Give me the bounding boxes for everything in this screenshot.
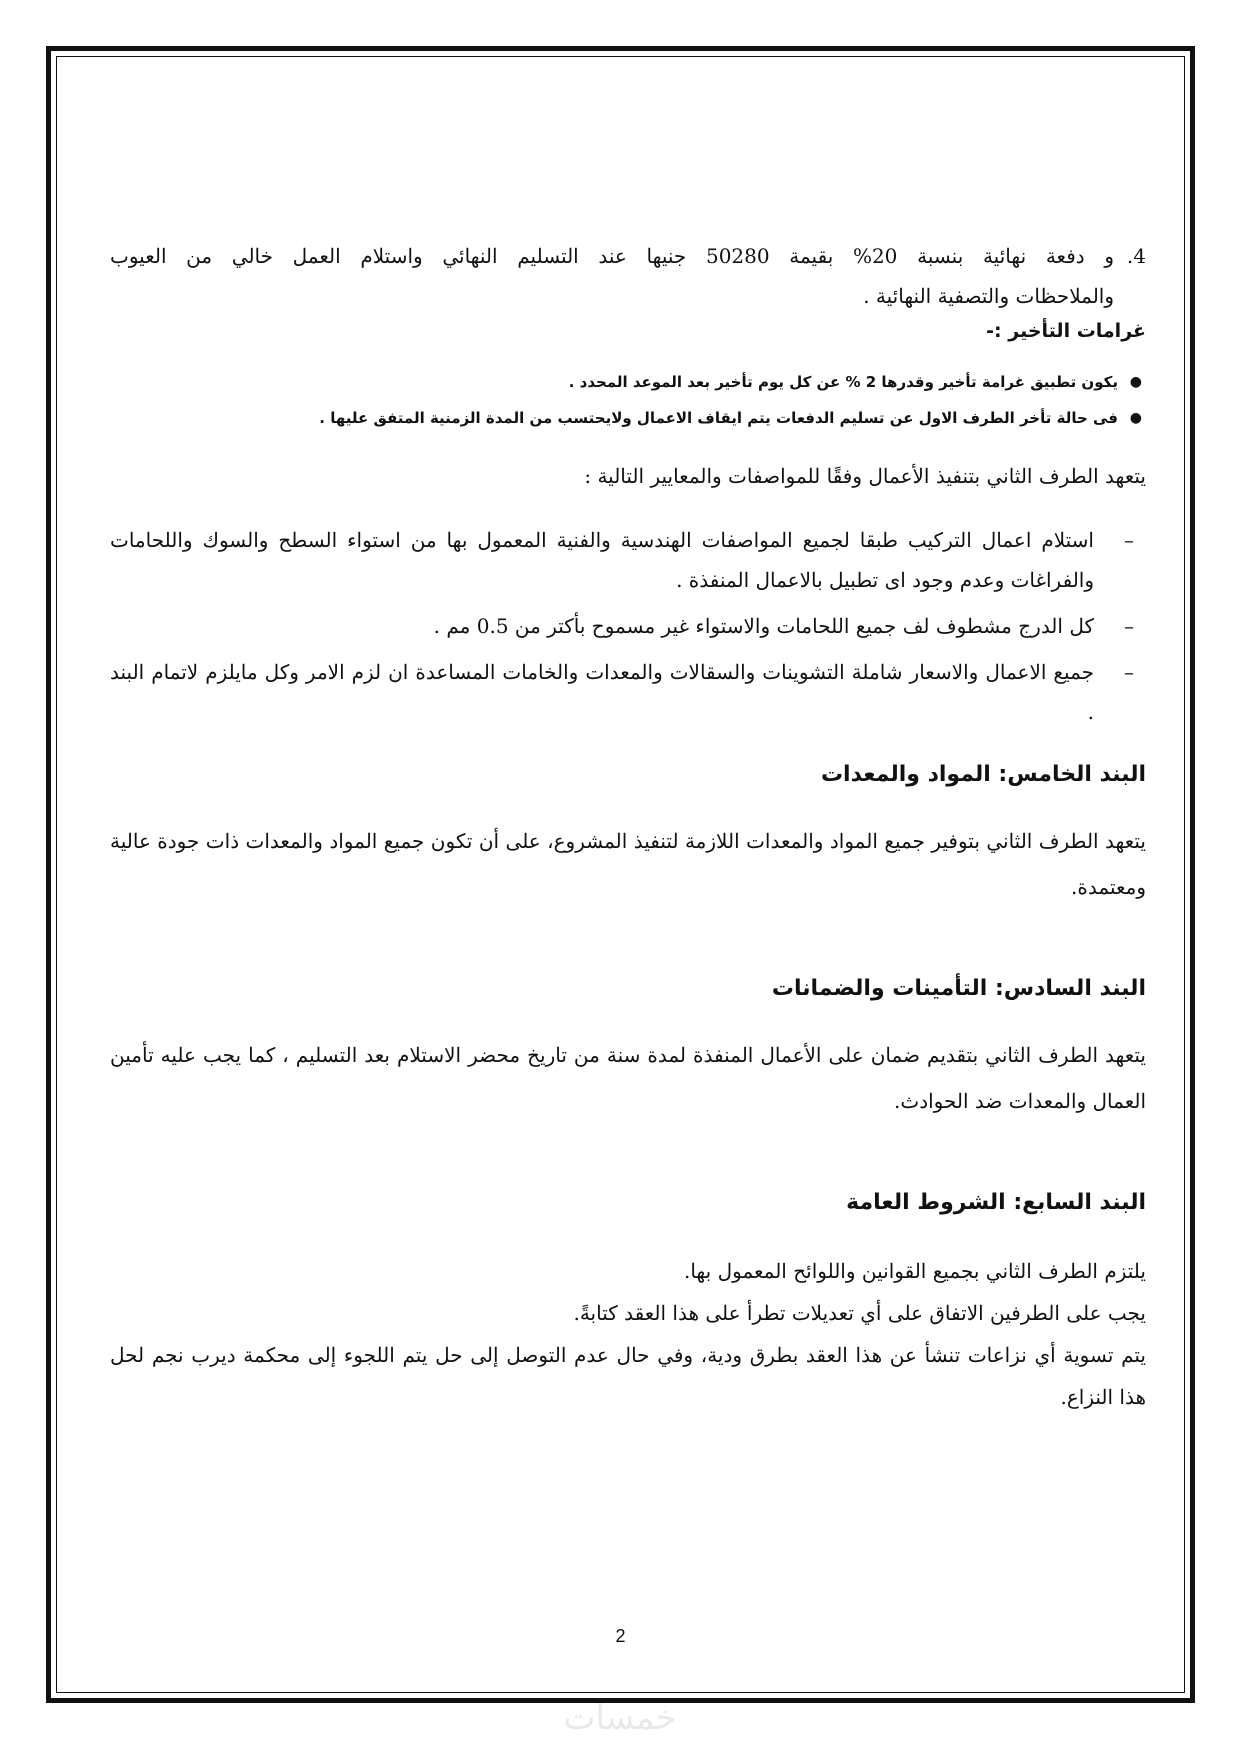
bullet-icon: ● [1129, 410, 1142, 426]
list-item [110, 400, 1146, 436]
fine-text: فى حالة تأخر الطرف الاول عن تسليم الدفعات يتم ايقاف الاعمال ولايحتسب من المدة الزمنية المتفق عليها . [319, 409, 1118, 427]
section-6-title: البند السادس: التأمينات والضمانات [771, 976, 1146, 1001]
fines-heading: غرامات التأخير :- [986, 320, 1146, 342]
fine-text: يكون تطبيق غرامة تأخير وقدرها 2 % عن كل يوم تأخير بعد الموعد المحدد . [568, 373, 1118, 391]
term-line: يتم تسوية أي نزاعات تنشأ عن هذا العقد بطرق ودية، وفي حال عدم التوصل إلى حل يتم اللجوء إلى محكمة ديرب نجم لحل هذا النزاع. [110, 1343, 1146, 1409]
list-item [110, 652, 1146, 732]
term-line: يجب على الطرفين الاتفاق على أي تعديلات تطرأ على هذا العقد كتابةً. [573, 1301, 1146, 1325]
payment-item-line-1: و دفعة نهائية بنسبة 20% بقيمة 50280 جنيها عند التسليم النهائي واستلام العمل خالي من العيوب [110, 244, 1114, 268]
payment-item-line-2: والملاحظات والتصفية النهائية . [863, 284, 1114, 308]
section-5-title: البند الخامس: المواد والمعدات [820, 762, 1146, 787]
dash-icon: – [1124, 660, 1134, 684]
section-7-terms [110, 1250, 1146, 1418]
dash-icon: – [1124, 528, 1134, 552]
payment-item-4 [110, 236, 1146, 316]
list-item [110, 520, 1146, 600]
page-number: 2 [615, 1626, 626, 1646]
fines-list [110, 364, 1146, 436]
section-6-body: يتعهد الطرف الثاني بتقديم ضمان على الأعمال المنفذة لمدة سنة من تاريخ محضر الاستلام بعد التسليم ، كما يجب عليه تأمين العمال والمعدات ضد الحوادث. [110, 1043, 1146, 1113]
document-body [110, 236, 1146, 1418]
spec-text: استلام اعمال التركيب طبقا لجميع المواصفات الهندسية والفنية المعمول بها من استواء السطح والسوك واللحامات والفراغات وعدم وجود اى تطبيل بالاعمال المنفذة . [110, 528, 1094, 592]
specs-intro: يتعهد الطرف الثاني بتنفيذ الأعمال وفقًا للمواصفات والمعايير التالية : [584, 464, 1146, 488]
section-5-body: يتعهد الطرف الثاني بتوفير جميع المواد والمعدات اللازمة لتنفيذ المشروع، على أن تكون جميع المواد والمعدات ذات جودة عالية ومعتمدة. [110, 829, 1146, 899]
bullet-icon: ● [1129, 374, 1142, 390]
item-number: 4. [1126, 244, 1146, 268]
term-line: يلتزم الطرف الثاني بجميع القوانين واللوائح المعمول بها. [683, 1259, 1146, 1283]
specs-list [110, 520, 1146, 732]
list-item [110, 364, 1146, 400]
watermark-logo: خمسات [563, 1698, 677, 1738]
list-item [110, 606, 1146, 646]
spec-text: جميع الاعمال والاسعار شاملة التشوينات والسقالات والمعدات والخامات المساعدة ان لزم الامر وكل مايلزم لاتمام البند . [110, 660, 1094, 724]
dash-icon: – [1124, 614, 1134, 638]
spec-text: كل الدرج مشطوف لف جميع اللحامات والاستواء غير مسموح بأكتر من 0.5 مم . [433, 614, 1094, 638]
section-7-title: البند السابع: الشروط العامة [846, 1190, 1146, 1215]
